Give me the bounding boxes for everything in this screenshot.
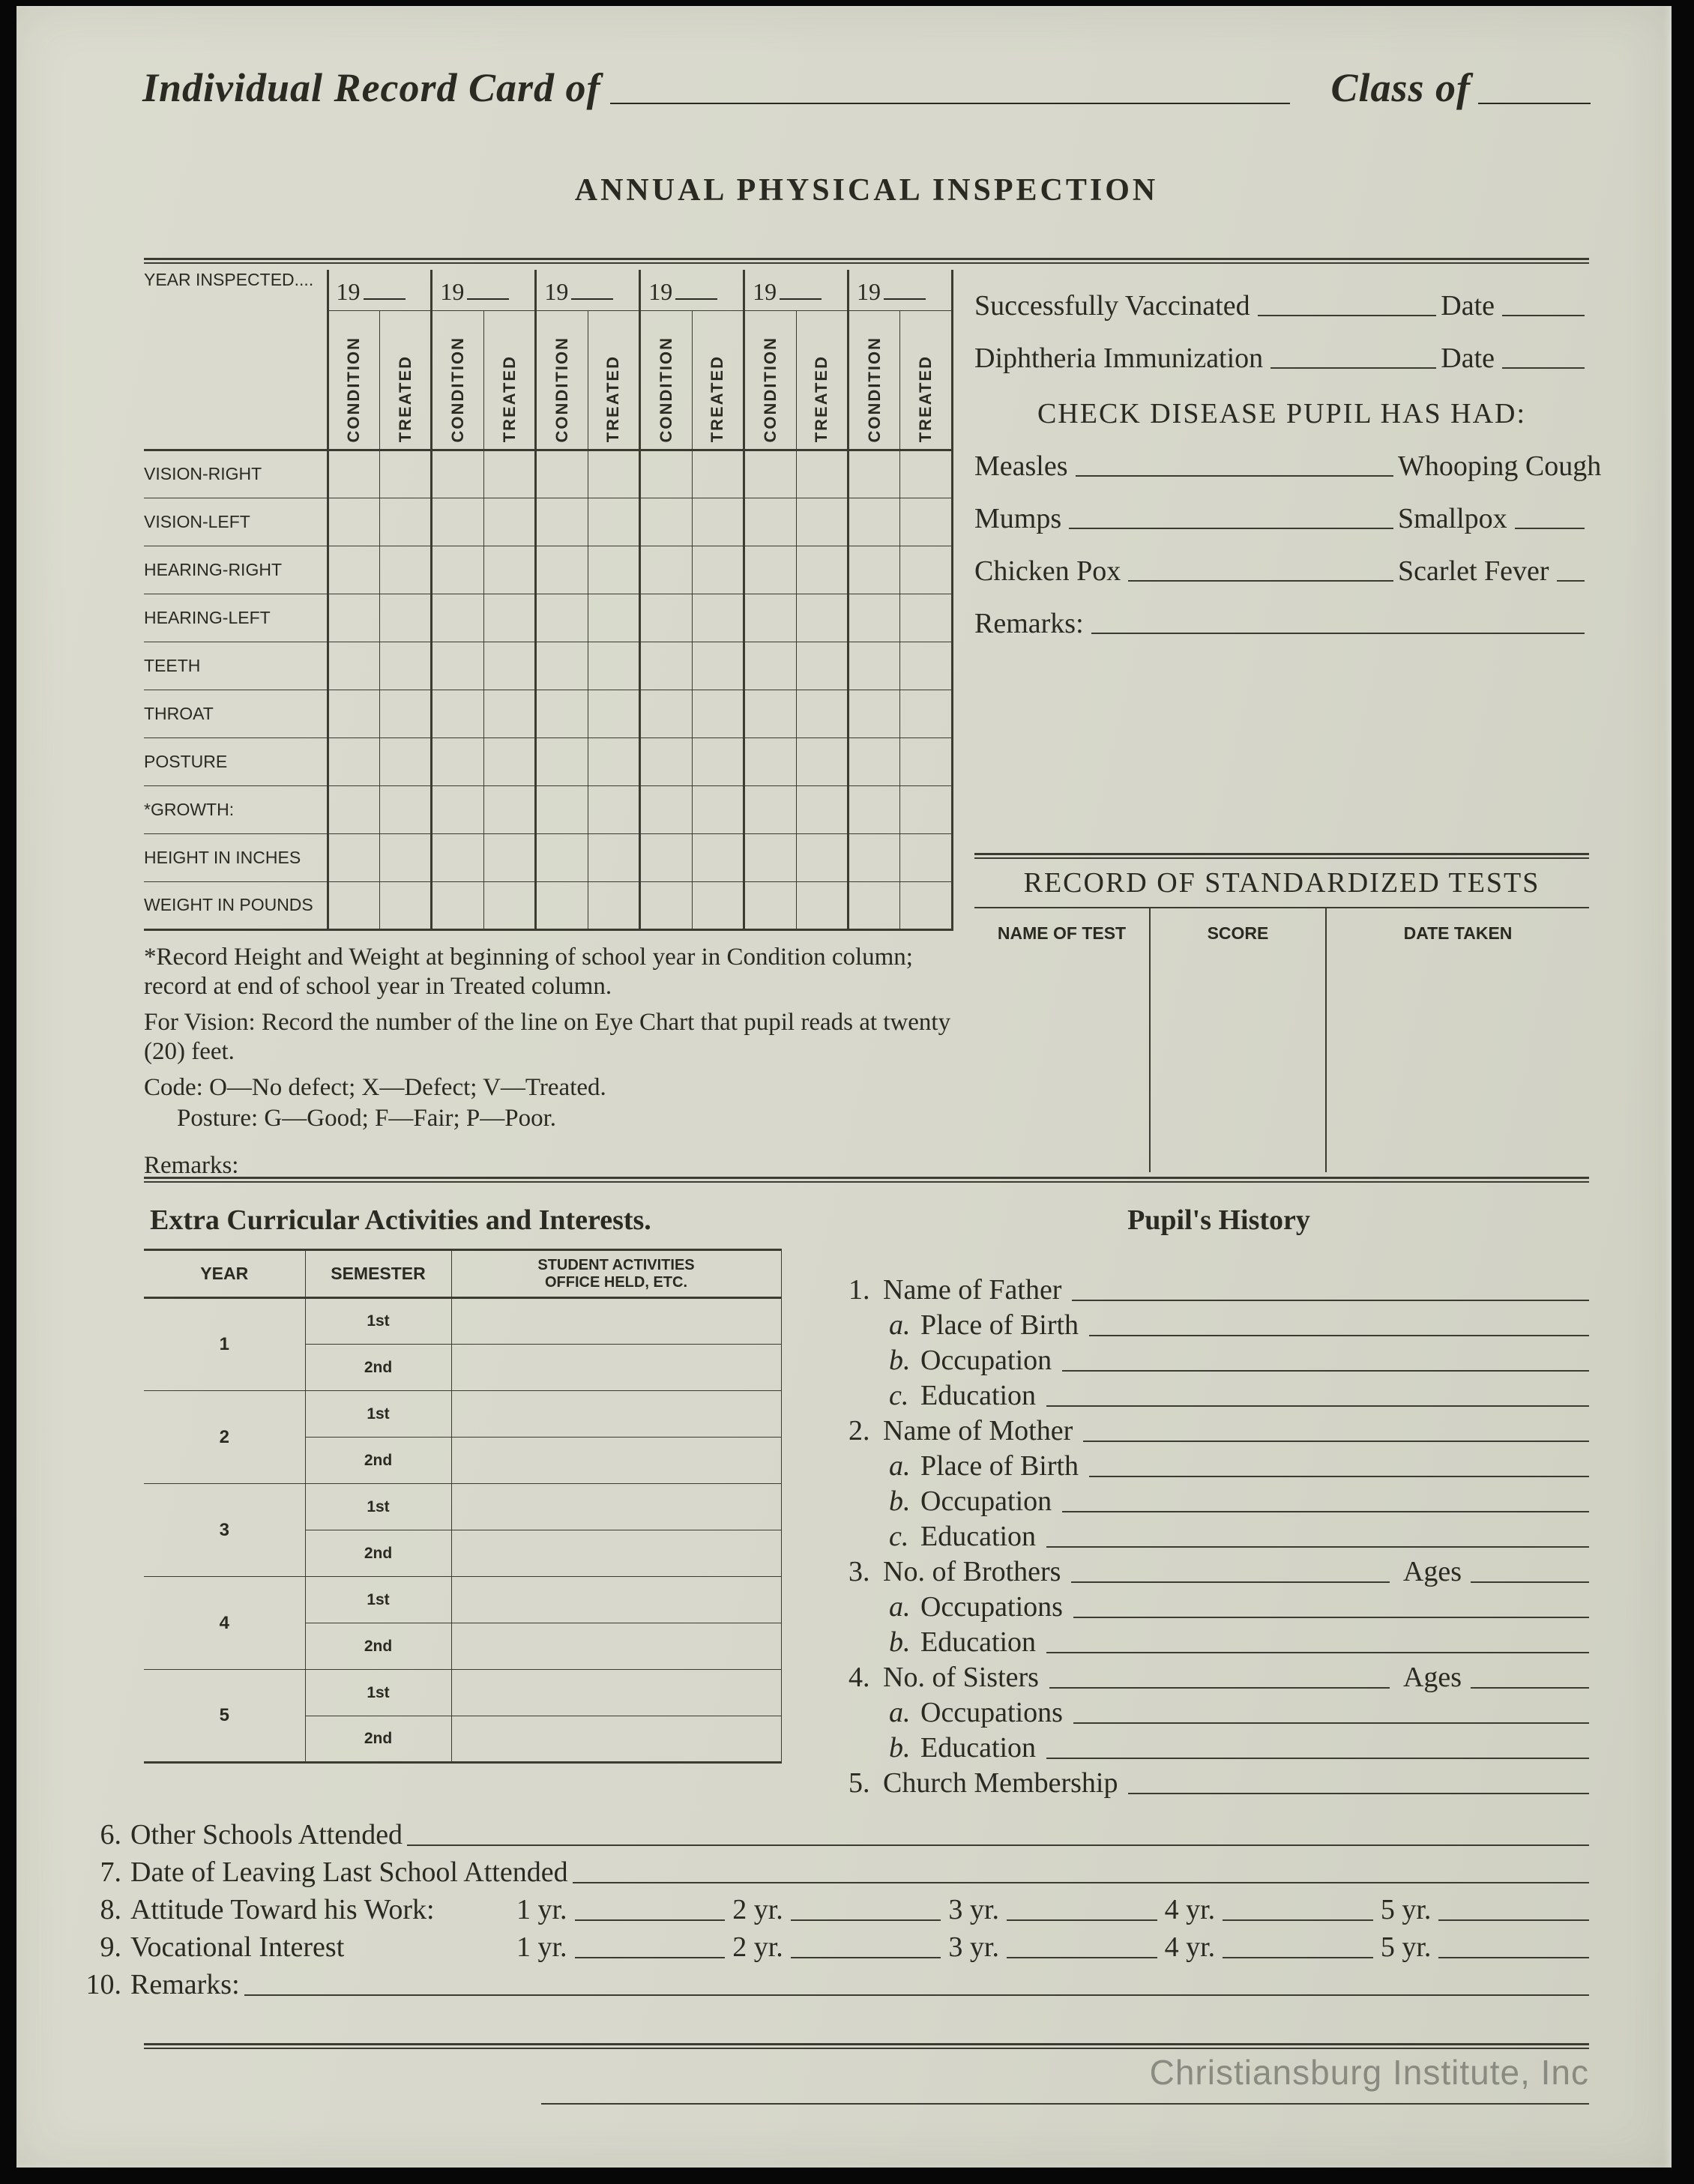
blank-line [573, 1882, 1589, 1883]
list-item: a. Place of Birth [848, 1306, 1589, 1342]
blank-line [1471, 1687, 1589, 1689]
watermark: Christiansburg Institute, Inc [1149, 2053, 1589, 2092]
year-blank-line [364, 297, 406, 300]
semester-cell: 1st [305, 1670, 451, 1716]
semester-cell: 2nd [305, 1530, 451, 1577]
year-header [432, 270, 536, 310]
diphtheria-row [974, 322, 1589, 375]
blank-line [575, 1919, 726, 1921]
blank-line [244, 1994, 1589, 1996]
blank-line [1007, 1919, 1157, 1921]
year-cell: 2 [144, 1391, 305, 1484]
history-section-title: Pupil's History [1127, 1204, 1310, 1236]
table-row [144, 594, 953, 642]
year-cell: 4 [144, 1577, 305, 1670]
year-blank-line [571, 297, 613, 300]
col-year-header: YEAR [144, 1250, 305, 1298]
blank-line [1046, 1546, 1589, 1548]
year-header [536, 270, 640, 310]
condition-column-header: CONDITION [536, 310, 588, 450]
remarks-row [974, 588, 1589, 640]
year-header [640, 270, 744, 310]
year-prefix: 19 [544, 277, 569, 305]
blank-line [407, 1844, 1589, 1846]
blank-line [1073, 1617, 1589, 1618]
blank-line [575, 1957, 726, 1958]
semester-cell: 1st [305, 1391, 451, 1438]
list-item: 3. No. of Brothers Ages [848, 1553, 1589, 1588]
year-header [744, 270, 848, 310]
class-of-label: Class of [1330, 65, 1471, 110]
semester-cell: 1st [305, 1577, 451, 1623]
semester-cell: 1st [305, 1298, 451, 1345]
tests-title: RECORD OF STANDARDIZED TESTS [1023, 867, 1540, 899]
blank-line [1046, 1652, 1589, 1653]
table-row [144, 1391, 781, 1438]
treated-column-header: TREATED [692, 310, 744, 450]
scarlet-fever-blank-line [1557, 580, 1585, 582]
date-blank-line [1502, 315, 1585, 316]
treated-column-header: TREATED [588, 310, 639, 450]
list-item: 7. Date of Leaving Last School Attended [82, 1851, 1589, 1889]
list-item: 8. Attitude Toward his Work: 1 yr. 2 yr. 3 yr. 4 yr. 5 yr. [82, 1889, 1589, 1926]
condition-column-header: CONDITION [848, 310, 900, 450]
date-blank-line [1502, 367, 1585, 369]
blank-line [1046, 1405, 1589, 1407]
ages-label: Ages [1402, 1662, 1462, 1693]
row-label: *GROWTH: [144, 785, 328, 833]
ages-label: Ages [1402, 1556, 1462, 1587]
col-semester-header: SEMESTER [305, 1250, 451, 1298]
blank-line [1062, 1511, 1589, 1512]
semester-cell: 2nd [305, 1623, 451, 1670]
vaccinated-label: Successfully Vaccinated [974, 290, 1250, 322]
list-item: b. Occupation [848, 1482, 1589, 1518]
remarks-blank-line [1091, 633, 1585, 634]
list-item: a. Occupations [848, 1588, 1589, 1623]
blank-line [1062, 1370, 1589, 1372]
chickenpox-row [974, 535, 1589, 588]
mumps-blank-line [1069, 528, 1393, 529]
table-row [144, 1670, 781, 1716]
mumps-label: Mumps [974, 503, 1062, 534]
row-label: HEARING-LEFT [144, 594, 328, 642]
year-header [848, 270, 953, 310]
footnote-posture: Posture: G—Good; F—Fair; P—Poor. [177, 1105, 557, 1132]
treated-column-header: TREATED [483, 310, 535, 450]
blank-line [1438, 1957, 1589, 1958]
mid-divider-rule [144, 1177, 1589, 1183]
list-item: b. Education [848, 1729, 1589, 1764]
diphtheria-label: Diphtheria Immunization [974, 343, 1264, 374]
blank-line [1128, 1793, 1589, 1794]
row-label: WEIGHT IN POUNDS [144, 881, 328, 929]
treated-column-header: TREATED [796, 310, 848, 450]
list-item: a. Place of Birth [848, 1447, 1589, 1482]
year-header [328, 270, 432, 310]
table-row [144, 642, 953, 690]
blank-line [791, 1919, 941, 1921]
year-inspected-label: YEAR INSPECTED.... [144, 270, 328, 450]
table-row [144, 737, 953, 785]
list-item: 10. Remarks: [82, 1964, 1589, 2001]
list-item: a. Occupations [848, 1694, 1589, 1729]
vaccination-panel [974, 270, 1602, 640]
student-name-line [610, 103, 1291, 104]
semester-cell: 2nd [305, 1345, 451, 1391]
tests-top-rule [974, 853, 1589, 859]
activities-table [144, 1249, 782, 1764]
measles-label: Measles [974, 450, 1068, 482]
semester-cell: 1st [305, 1484, 451, 1530]
activity-cell [451, 1623, 781, 1670]
row-label: VISION-RIGHT [144, 450, 328, 498]
table-row [144, 1577, 781, 1623]
blank-line [1089, 1335, 1589, 1336]
blank-line [1072, 1300, 1589, 1301]
list-item: 1. Name of Father [848, 1271, 1589, 1306]
table-row [144, 450, 953, 498]
measles-row [974, 430, 1602, 483]
blank-line [1071, 1581, 1389, 1583]
blank-line [1471, 1581, 1589, 1583]
year-prefix: 19 [753, 277, 777, 305]
treated-column-header: TREATED [900, 310, 953, 450]
blank-line [1438, 1919, 1589, 1921]
list-item: c. Education [848, 1518, 1589, 1553]
inspection-table [144, 270, 953, 931]
card-title-label: Individual Record Card of [142, 65, 601, 110]
table-row [144, 1298, 781, 1345]
diphtheria-blank-line [1270, 367, 1436, 369]
table-row [144, 833, 953, 881]
condition-column-header: CONDITION [328, 310, 379, 450]
top-divider-rule [144, 258, 1589, 264]
tests-col-score: SCORE [1149, 908, 1325, 1172]
year-prefix: 19 [440, 277, 465, 305]
blank-line [1089, 1476, 1589, 1477]
blank-line [1223, 1919, 1373, 1921]
activity-cell [451, 1345, 781, 1391]
year-prefix: 19 [857, 277, 881, 305]
row-label: TEETH [144, 642, 328, 690]
tests-table [974, 908, 1589, 1172]
condition-column-header: CONDITION [432, 310, 483, 450]
year-blank-line [884, 297, 926, 300]
year-blank-line [675, 297, 717, 300]
footnote-code: Code: O—No defect; X—Defect; V—Treated. [144, 1074, 606, 1102]
col-activities-header: STUDENT ACTIVITIES OFFICE HELD, ETC. [451, 1250, 781, 1298]
list-item: c. Education [848, 1377, 1589, 1412]
activity-cell [451, 1716, 781, 1763]
row-label: THROAT [144, 690, 328, 737]
vaccinated-row [974, 270, 1589, 322]
check-disease-heading: CHECK DISEASE PUPIL HAS HAD: [1037, 398, 1527, 429]
bottom-divider-rule [144, 2043, 1589, 2049]
year-cell: 1 [144, 1298, 305, 1391]
table-row [144, 1484, 781, 1530]
page-title: ANNUAL PHYSICAL INSPECTION [574, 173, 1159, 208]
blank-line [1223, 1957, 1373, 1958]
tests-col-date: DATE TAKEN [1325, 908, 1589, 1172]
semester-cell: 2nd [305, 1716, 451, 1763]
vaccinated-blank-line [1258, 315, 1437, 316]
table-row [144, 546, 953, 594]
year-cell: 5 [144, 1670, 305, 1763]
list-item: 2. Name of Mother [848, 1412, 1589, 1447]
blank-line [1007, 1957, 1157, 1958]
semester-cell: 2nd [305, 1438, 451, 1484]
blank-line [1073, 1722, 1589, 1724]
activity-cell [451, 1438, 781, 1484]
date-label: Date [1441, 343, 1495, 374]
year-prefix: 19 [648, 277, 673, 305]
remarks-label: Remarks: [144, 1151, 239, 1179]
condition-column-header: CONDITION [640, 310, 692, 450]
measles-blank-line [1076, 475, 1393, 477]
chicken-pox-label: Chicken Pox [974, 555, 1121, 587]
remarks-label: Remarks: [974, 608, 1084, 639]
row-label: HEIGHT IN INCHES [144, 833, 328, 881]
whooping-cough-label: Whooping Cough [1398, 450, 1602, 482]
record-card [16, 6, 1672, 2168]
treated-column-header: TREATED [379, 310, 431, 450]
smallpox-blank-line [1515, 528, 1585, 529]
table-row [144, 498, 953, 546]
date-label: Date [1441, 290, 1495, 322]
tests-col-name: NAME OF TEST [997, 923, 1127, 943]
mumps-row [974, 483, 1589, 535]
bottom-items [82, 1814, 1589, 2001]
blank-line [791, 1957, 941, 1958]
year-header-row [144, 270, 953, 310]
footnote-vision: For Vision: Record the number of the line on Eye Chart that pupil reads at twenty (20) feet. [144, 1009, 951, 1065]
blank-line [1083, 1441, 1589, 1442]
blank-line [1046, 1758, 1589, 1759]
year-blank-line [467, 297, 509, 300]
activities-section-title: Extra Curricular Activities and Interests. [150, 1204, 651, 1236]
list-item: 6. Other Schools Attended [82, 1814, 1589, 1851]
activity-cell [451, 1577, 781, 1623]
year-blank-line [780, 297, 822, 300]
footnote-growth: *Record Height and Weight at beginning of school year in Condition column; record at end of school year in Treated column. [144, 944, 913, 1000]
watermark-baseline-rule [541, 2103, 1589, 2105]
activity-cell [451, 1530, 781, 1577]
card-header [142, 54, 1591, 111]
table-row [144, 785, 953, 833]
inspection-footnotes [144, 943, 953, 1187]
blank-line [1049, 1687, 1390, 1689]
activity-cell [451, 1391, 781, 1438]
activities-header-row [144, 1250, 781, 1298]
table-row [144, 690, 953, 737]
year-prefix: 19 [336, 277, 361, 305]
activity-cell [451, 1670, 781, 1716]
row-label: HEARING-RIGHT [144, 546, 328, 594]
list-item: 9. Vocational Interest 1 yr. 2 yr. 3 yr. 4 yr. 5 yr. [82, 1926, 1589, 1964]
row-label: POSTURE [144, 737, 328, 785]
chicken-pox-blank-line [1128, 580, 1393, 582]
table-row [144, 881, 953, 929]
condition-column-header: CONDITION [744, 310, 796, 450]
year-cell: 3 [144, 1484, 305, 1577]
activity-cell [451, 1298, 781, 1345]
smallpox-label: Smallpox [1398, 503, 1507, 534]
pupil-history-list [848, 1271, 1589, 1800]
list-item: b. Education [848, 1623, 1589, 1659]
list-item: 4. No. of Sisters Ages [848, 1659, 1589, 1694]
list-item: b. Occupation [848, 1342, 1589, 1377]
scarlet-fever-label: Scarlet Fever [1398, 555, 1549, 587]
activity-cell [451, 1484, 781, 1530]
row-label: VISION-LEFT [144, 498, 328, 546]
class-line [1478, 103, 1591, 104]
list-item: 5. Church Membership [848, 1764, 1589, 1800]
